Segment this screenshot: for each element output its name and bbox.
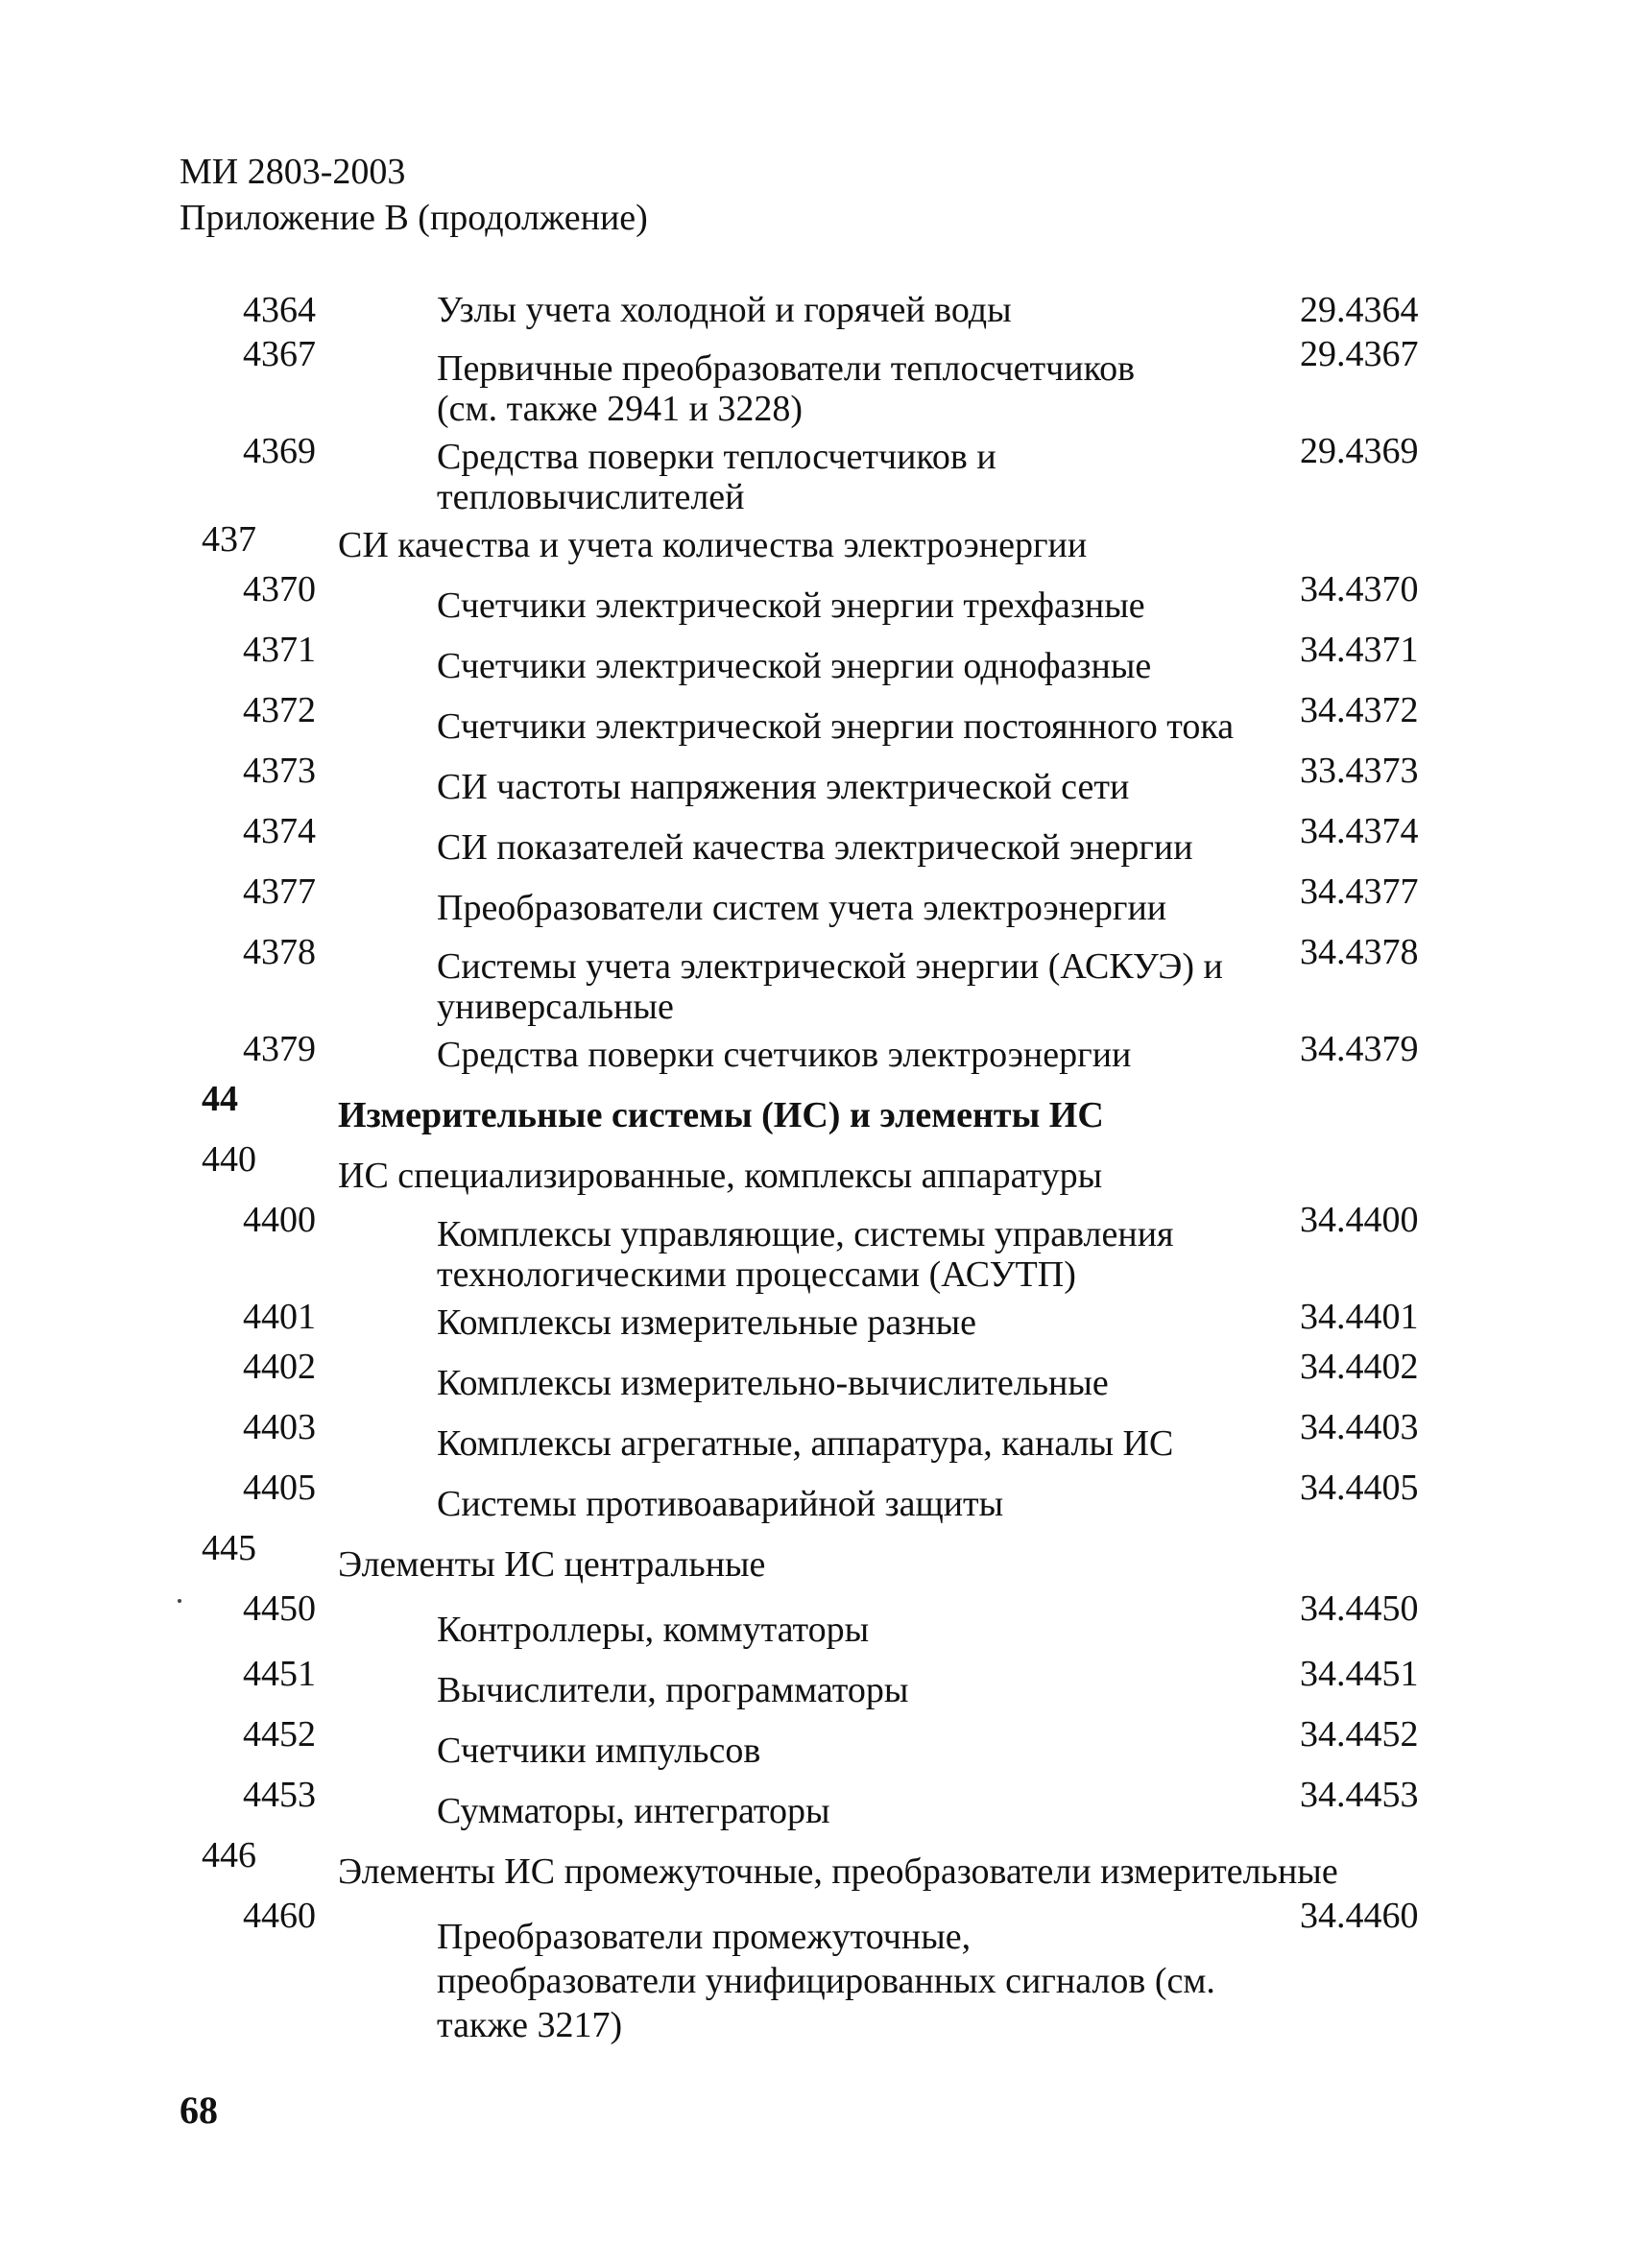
item-name: [437, 1214, 1282, 1295]
item-name-line: Преобразователи промежуточные,: [437, 1917, 972, 1957]
item-name: [437, 1301, 1282, 1345]
item-name-line: Измерительные системы (ИС) и элементы ИС: [338, 1095, 1104, 1135]
item-code: 446: [202, 1835, 256, 1875]
item-number: 29.4367: [1300, 334, 1419, 374]
item-name: [437, 765, 1282, 809]
item-number: 34.4453: [1300, 1775, 1419, 1815]
item-name: [437, 886, 1282, 930]
list-item: [0, 1773, 1632, 1833]
item-number: 34.4402: [1300, 1347, 1419, 1387]
item-name-line: ИС специализированные, комплексы аппаратуры: [338, 1156, 1103, 1196]
item-number: 34.4403: [1300, 1407, 1419, 1447]
item-name-line: Комплексы измерительно-вычислительные: [437, 1363, 1109, 1403]
list-item: [0, 1198, 1632, 1295]
list-item: [0, 1652, 1632, 1712]
item-name-line: универсальные: [437, 987, 674, 1027]
item-number: 33.4373: [1300, 751, 1419, 791]
item-code: 4364: [243, 290, 316, 330]
item-number: 34.4452: [1300, 1714, 1419, 1755]
item-name: [437, 825, 1282, 870]
item-name: [338, 1850, 1471, 1894]
item-code: 4374: [243, 811, 316, 851]
item-number: 29.4364: [1300, 290, 1419, 330]
item-name: [338, 523, 1471, 567]
item-name-line: (см. также 2941 и 3228): [437, 389, 804, 429]
item-code: 4370: [243, 569, 316, 609]
item-number: 34.4451: [1300, 1654, 1419, 1694]
list-item: [0, 749, 1632, 809]
list-item: [0, 332, 1632, 429]
item-name-line: Комплексы агрегатные, аппаратура, каналы ИС: [437, 1423, 1174, 1464]
item-name-line: Первичные преобразователи теплосчетчиков: [437, 348, 1136, 389]
item-code: 4450: [243, 1588, 316, 1629]
item-name: [437, 584, 1282, 628]
list-item: [0, 1137, 1632, 1198]
item-code: 4400: [243, 1200, 316, 1240]
item-number: 34.4370: [1300, 569, 1419, 609]
item-name-line: Сумматоры, интеграторы: [437, 1791, 830, 1831]
item-name-line: тепловычислителей: [437, 477, 745, 517]
list-item: [0, 1466, 1632, 1526]
item-name: [437, 1789, 1282, 1833]
document-code: МИ 2803-2003: [180, 152, 406, 192]
item-name-line: Счетчики электрической энергии однофазные: [437, 646, 1152, 686]
item-number: 34.4379: [1300, 1029, 1419, 1069]
item-code: 4371: [243, 630, 316, 670]
item-name: [437, 348, 1282, 429]
item-name: [437, 288, 1282, 332]
classification-list: [0, 288, 1632, 2047]
item-code: 4451: [243, 1654, 316, 1694]
page-header: [180, 149, 648, 241]
list-item: [0, 288, 1632, 332]
item-code: 4453: [243, 1775, 316, 1815]
item-number: 34.4460: [1300, 1896, 1419, 1936]
item-name-line: Элементы ИС промежуточные, преобразователи измерительные: [338, 1851, 1338, 1892]
item-name: [437, 1482, 1282, 1526]
item-name: [437, 1668, 1282, 1712]
item-name-line: Счетчики импульсов: [437, 1731, 761, 1771]
item-number: 34.4450: [1300, 1588, 1419, 1629]
item-name: [437, 946, 1282, 1027]
item-name-line: Средства поверки счетчиков электроэнергии: [437, 1035, 1132, 1075]
item-name-line: Узлы учета холодной и горячей воды: [437, 290, 1012, 330]
item-name: [437, 644, 1282, 688]
appendix-title: Приложение В (продолжение): [180, 198, 648, 238]
list-item: [0, 1405, 1632, 1466]
item-name-line: Комплексы управляющие, системы управления: [437, 1214, 1174, 1254]
item-name-line: Контроллеры, коммутаторы: [437, 1610, 870, 1650]
item-name: [338, 1154, 1471, 1198]
item-name: [338, 1542, 1471, 1587]
item-code: 4367: [243, 334, 316, 374]
item-code: 4405: [243, 1468, 316, 1508]
list-item: [0, 517, 1632, 567]
item-name-line: СИ показателей качества электрической энергии: [437, 827, 1193, 868]
item-number: 34.4405: [1300, 1468, 1419, 1508]
item-code: 4460: [243, 1896, 316, 1936]
page-number: 68: [180, 2089, 218, 2132]
item-name: [437, 1361, 1282, 1405]
item-name-line: СИ качества и учета количества электроэнергии: [338, 525, 1088, 565]
section-title: [338, 1093, 1471, 1137]
list-item: [0, 429, 1632, 517]
item-code: 437: [202, 519, 256, 560]
item-code: 440: [202, 1139, 256, 1180]
item-name: [437, 1033, 1282, 1077]
item-code: 4452: [243, 1714, 316, 1755]
list-item: [0, 628, 1632, 688]
item-code: 4372: [243, 690, 316, 730]
item-number: 34.4377: [1300, 871, 1419, 912]
item-name-line: Системы учета электрической энергии (АСКУЭ) и: [437, 946, 1223, 987]
item-code: 4369: [243, 431, 316, 471]
item-name-line: Системы противоаварийной защиты: [437, 1484, 1004, 1524]
item-name-line: Преобразователи систем учета электроэнергии: [437, 888, 1167, 928]
item-number: 34.4372: [1300, 690, 1419, 730]
item-name-line: преобразователи унифицированных сигналов (см.: [437, 1961, 1215, 2001]
list-item: [0, 567, 1632, 628]
item-name-line: Средства поверки теплосчетчиков и: [437, 437, 996, 477]
item-code: 4377: [243, 871, 316, 912]
item-name-line: СИ частоты напряжения электрической сети: [437, 767, 1130, 807]
item-code: 4379: [243, 1029, 316, 1069]
item-name-line: Вычислители, программаторы: [437, 1670, 909, 1710]
list-item: [0, 809, 1632, 870]
item-name-line: Счетчики электрической энергии трехфазные: [437, 585, 1145, 626]
list-item: [0, 930, 1632, 1027]
list-item: [0, 1295, 1632, 1345]
item-number: 34.4371: [1300, 630, 1419, 670]
item-number: 34.4401: [1300, 1297, 1419, 1337]
item-name: [437, 1608, 1282, 1652]
list-item: [0, 688, 1632, 749]
list-item: [0, 1712, 1632, 1773]
item-code: 4403: [243, 1407, 316, 1447]
list-item: [0, 1587, 1632, 1652]
item-name: [437, 437, 1282, 517]
list-item: [0, 1345, 1632, 1405]
item-code: 4373: [243, 751, 316, 791]
item-name: [437, 1421, 1282, 1466]
item-number: 34.4374: [1300, 811, 1419, 851]
item-name-line: Элементы ИС центральные: [338, 1544, 766, 1585]
section-code: 44: [202, 1079, 238, 1119]
item-name: [437, 704, 1282, 749]
item-code: 445: [202, 1528, 256, 1568]
list-item: [0, 1833, 1632, 1894]
list-item: [0, 1027, 1632, 1077]
item-name: [437, 1915, 1282, 2047]
item-name-line: Счетчики электрической энергии постоянного тока: [437, 706, 1235, 747]
item-number: 34.4400: [1300, 1200, 1419, 1240]
list-item: [0, 1894, 1632, 2047]
section-heading: [0, 1077, 1632, 1137]
item-name: [437, 1729, 1282, 1773]
item-code: 4378: [243, 932, 316, 972]
scan-speck: [178, 1599, 181, 1603]
item-code: 4402: [243, 1347, 316, 1387]
item-name-line: также 3217): [437, 2005, 623, 2045]
item-code: 4401: [243, 1297, 316, 1337]
list-item: [0, 870, 1632, 930]
item-number: 29.4369: [1300, 431, 1419, 471]
item-name-line: технологическими процессами (АСУТП): [437, 1254, 1076, 1295]
item-name-line: Комплексы измерительные разные: [437, 1302, 977, 1343]
item-number: 34.4378: [1300, 932, 1419, 972]
list-item: [0, 1526, 1632, 1587]
